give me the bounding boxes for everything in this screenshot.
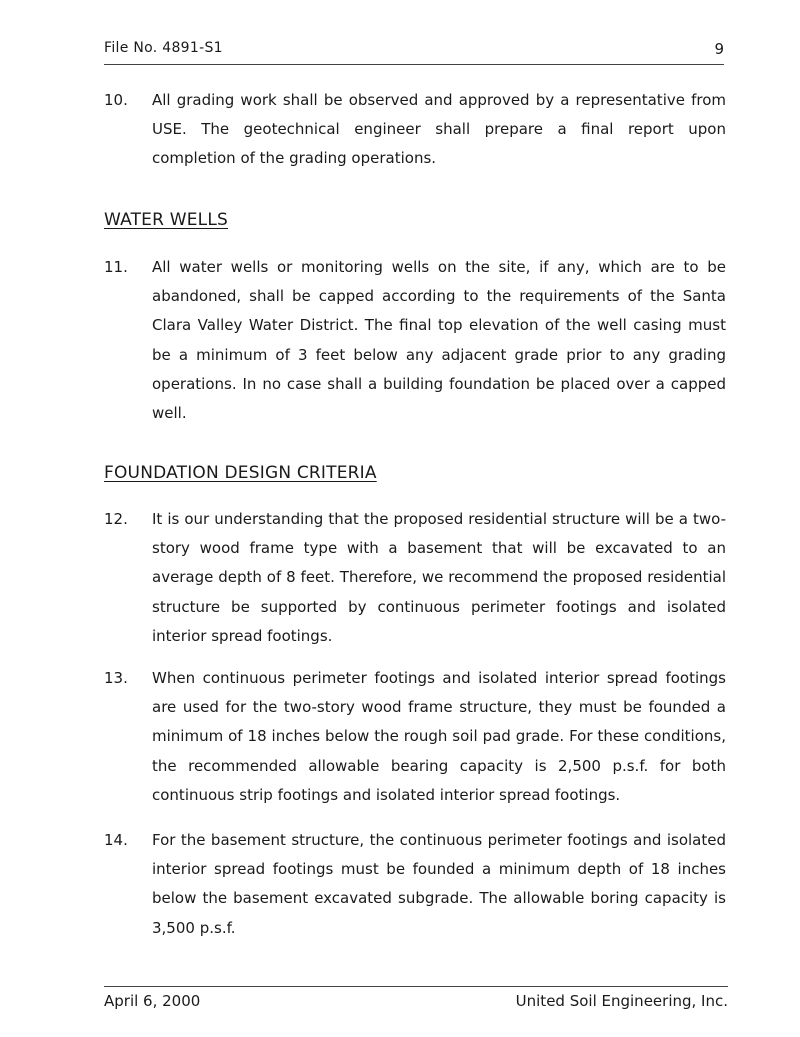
item-number: 14. (104, 831, 128, 849)
item-13-block (104, 664, 726, 810)
heading-water-wells: WATER WELLS (104, 210, 229, 230)
page-footer (104, 986, 728, 1017)
footer-date: April 6, 2000 (104, 992, 201, 1010)
item-number: 11. (104, 258, 128, 276)
list-item (104, 505, 726, 651)
item-number: 10. (104, 91, 128, 109)
item-text: When continuous perimeter footings and isolated interior spread footings are used for the two-story wood frame structure, they must be founded a minimum of 18 inches below the rough soil pad grade. For these conditions, the recommended allowable bearing capacity is 2,500 p.s.f. for both continuous strip footings and isolated interior spread footings. (152, 669, 726, 804)
file-number: File No. 4891-S1 (104, 40, 223, 56)
item-text: All grading work shall be observed and approved by a representative from USE. The geotechnical engineer shall prepare a final report upon completion of the grading operations. (152, 91, 726, 168)
item-12-block (104, 505, 726, 651)
item-10-block (104, 86, 726, 174)
list-item (104, 86, 726, 174)
footer-company: United Soil Engineering, Inc. (515, 992, 728, 1010)
item-text: For the basement structure, the continuous perimeter footings and isolated interior spread footings must be founded a minimum depth of 18 inches below the basement excavated subgrade. The allowable boring capacity is 3,500 p.s.f. (152, 831, 726, 937)
page-header (104, 40, 724, 65)
list-item (104, 253, 726, 428)
item-text: All water wells or monitoring wells on the site, if any, which are to be abandoned, shall be capped according to the requirements of the Santa Clara Valley Water District. The final top elevation of the well casing must be a minimum of 3 feet below any adjacent grade prior to any grading operations. In no case shall a building foundation be placed over a capped well. (152, 258, 726, 423)
list-item (104, 826, 726, 943)
list-item (104, 664, 726, 810)
item-number: 13. (104, 669, 128, 687)
heading-foundation-design-criteria: FOUNDATION DESIGN CRITERIA (104, 463, 377, 483)
item-11-block (104, 253, 726, 428)
item-number: 12. (104, 510, 128, 528)
item-text: It is our understanding that the proposed residential structure will be a two-story wood frame type with a basement that will be excavated to an average depth of 8 feet. Therefore, we recommend the proposed residential structure be supported by continuous perimeter footings and isolated interior spread footings. (152, 510, 726, 645)
page-number: 9 (714, 40, 724, 58)
item-14-block (104, 826, 726, 943)
